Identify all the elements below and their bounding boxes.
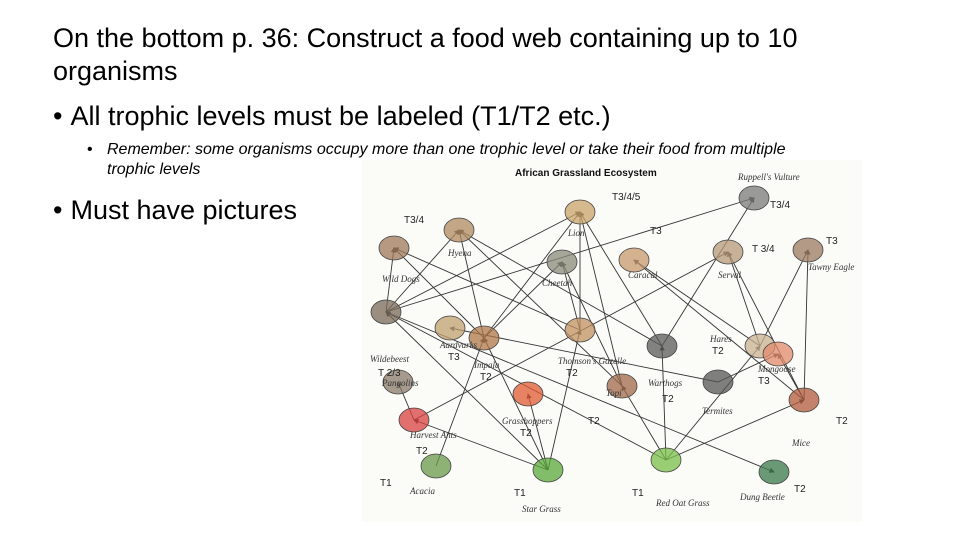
organism-picture [713,240,743,264]
bullet-text: All trophic levels must be labeled (T1/T2 etc.) [70,101,611,131]
sub-bullet-marker: • [87,141,93,158]
food-web-arrow [760,250,808,346]
trophic-level-label: T2 [794,484,806,495]
organism-picture [444,218,474,242]
organism-picture [379,236,409,260]
organism-picture [565,200,595,224]
figure-title: African Grassland Ecosystem [515,168,657,179]
organism-name: Red Oat Grass [656,498,710,508]
trophic-level-label: T2 [520,428,532,439]
organism-name: Topi [606,388,622,398]
organism-name: Grasshoppers [502,416,553,426]
trophic-level-label: T3/4 [404,215,425,226]
organism-picture [435,316,465,340]
organism-name: Serval [718,270,741,280]
bullet-pictures [53,194,297,227]
trophic-level-label: T2 [588,416,600,427]
organism-picture [739,186,769,210]
organism-picture [789,388,819,412]
organism-picture [763,342,793,366]
organism-picture [421,454,451,478]
food-web-arrow [728,252,760,346]
trophic-level-label: T3 [448,352,460,363]
organism-picture [793,238,823,262]
trophic-level-label: T2 [712,346,724,357]
organism-picture [647,334,677,358]
trophic-level-label: T3 [650,226,662,237]
trophic-level-label: T1 [514,488,526,499]
organism-picture [565,318,595,342]
food-web-drawing [362,160,862,522]
organism-picture [371,300,401,324]
trophic-level-label: T2 [416,446,428,457]
food-web-arrow [484,262,562,338]
trophic-level-label: T3 [758,376,770,387]
food-web-image [362,160,862,522]
organism-name: Lion [568,228,585,238]
trophic-level-label: T2 [836,416,848,427]
food-web-arrow [804,250,808,400]
organism-picture [651,448,681,472]
organism-name: Wild Dogs [382,274,420,284]
organism-name: Mongoose [758,364,796,374]
bullet-marker: • [53,101,63,131]
organism-name: Dung Beetle [740,492,785,502]
trophic-level-label: T2 [662,394,674,405]
food-web-arrow [666,400,804,460]
organism-picture [703,370,733,394]
organism-name: Aardvarks [440,340,478,350]
organism-picture [513,382,543,406]
organism-name: Acacia [410,486,435,496]
trophic-level-label: T 2/3 [378,368,401,379]
bullet-text: Must have pictures [70,195,298,225]
organism-picture [533,458,563,482]
trophic-level-label: T3 [826,236,838,247]
organism-picture [399,408,429,432]
trophic-level-label: T1 [632,488,644,499]
organism-name: Warthogs [648,378,683,388]
organism-name: Ruppell's Vulture [738,172,800,182]
organism-name: Pangolins [382,378,419,388]
trophic-level-label: T 3/4 [752,244,775,255]
organism-name: Cheetah [542,278,572,288]
organism-picture [547,250,577,274]
organism-picture [619,248,649,272]
organism-name: Thomson's Gazelle [558,356,627,366]
trophic-level-label: T2 [566,368,578,379]
sub-bullet-text: Remember: some organisms occupy more than one trophic level or take their food from multiple trophic levels [107,141,786,178]
organism-name: Tawny Eagle [808,262,855,272]
organism-name: Caracal [628,270,658,280]
organism-name: Hyena [448,248,472,258]
organism-name: Mice [792,438,810,448]
organism-name: Wildebeest [370,354,409,364]
organism-name: Hares [710,334,732,344]
organism-name: Impala [474,360,500,370]
food-web-arrow [666,346,760,460]
organism-name: Termites [702,406,733,416]
trophic-level-label: T3/4/5 [612,192,641,203]
bullet-marker: • [53,195,63,225]
food-web-arrow [436,338,484,466]
slide-title: On the bottom p. 36: Construct a food web containing up to 10 organisms [53,23,798,86]
trophic-level-label: T2 [480,372,492,383]
organism-name: Harvest Ants [410,430,457,440]
organism-picture [759,460,789,484]
bullet-trophic-levels [53,100,611,133]
trophic-level-label: T1 [380,478,392,489]
food-web-arrow [484,338,548,470]
organism-name: Star Grass [522,504,561,514]
trophic-level-label: T3/4 [770,200,791,211]
